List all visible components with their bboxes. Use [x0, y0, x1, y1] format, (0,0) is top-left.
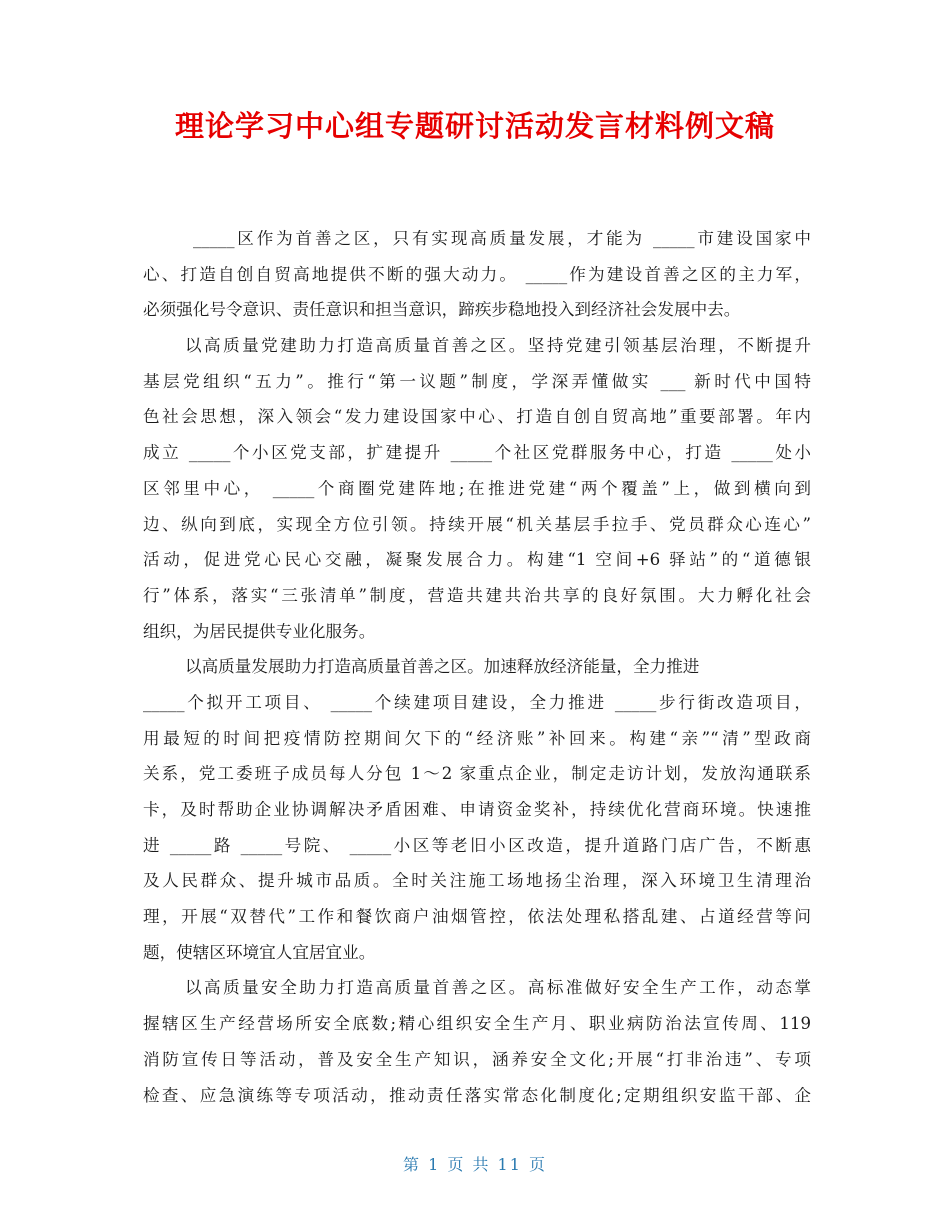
body-line: _____个拟开工项目、 _____个续建项目建设，全力推进 _____步行街改造项目，	[143, 692, 811, 712]
body-line: 色社会思想，深入领会“发力建设国家中心、打造自创自贸高地”重要部署。年内	[143, 407, 811, 427]
body-line: 题，使辖区环境宜人宜居宜业。	[143, 942, 376, 962]
body-line: 以高质量发展助力打造高质量首善之区。加速释放经济能量，全力推进	[185, 657, 700, 677]
body-line: 关系，党工委班子成员每人分包 1～2 家重点企业，制定走访计划，发放沟通联系	[143, 764, 811, 784]
document-body	[143, 221, 811, 1113]
body-line: 握辖区生产经营场所安全底数;精心组织安全生产月、职业病防治法宣传周、119	[143, 1014, 811, 1034]
body-line: 以高质量党建助力打造高质量首善之区。坚持党建引领基层治理，不断提升	[185, 336, 811, 356]
body-line: 区邻里中心， _____个商圈党建阵地;在推进党建“两个覆盖”上，做到横向到	[143, 478, 811, 498]
body-line: 活动，促进党心民心交融，凝聚发展合力。构建“1 空间+6 驿站”的“道德银	[143, 550, 811, 570]
body-line: 卡，及时帮助企业协调解决矛盾困难、申请资金奖补，持续优化营商环境。快速推	[143, 800, 811, 819]
page-number-footer: 第 1 页 共 11 页	[403, 1155, 547, 1174]
body-line: 组织，为居民提供专业化服务。	[143, 621, 376, 641]
body-line: 行”体系，落实“三张清单”制度，营造共建共治共享的良好氛围。大力孵化社会	[143, 585, 811, 605]
document-title: 理论学习中心组专题研讨活动发言材料例文稿	[174, 109, 775, 143]
body-line: 进 _____路 _____号院、 _____小区等老旧小区改造，提升道路门店广告，不断惠	[143, 835, 811, 855]
body-line: 检查、应急演练等专项活动，推动责任落实常态化制度化;定期组织安监干部、企	[143, 1085, 811, 1105]
body-line: 消防宣传日等活动，普及安全生产知识，涵养安全文化;开展“打非治违”、专项	[143, 1049, 811, 1069]
body-line: 边、纵向到底，实现全方位引领。持续开展“机关基层手拉手、党员群众心连心”	[143, 514, 811, 534]
body-line: 及人民群众、提升城市品质。全时关注施工场地扬尘治理，深入环境卫生清理治	[143, 871, 811, 891]
body-line: _____区作为首善之区，只有实现高质量发展，才能为 _____市建设国家中	[193, 229, 811, 248]
body-line: 心、打造自创自贸高地提供不断的强大动力。 _____作为建设首善之区的主力军，	[143, 264, 811, 284]
body-line: 用最短的时间把疫情防控期间欠下的“经济账”补回来。构建“亲”“清”型政商	[143, 728, 811, 748]
body-line: 基层党组织“五力”。推行“第一议题”制度，学深弄懂做实 ___ 新时代中国特	[143, 371, 811, 391]
body-line: 以高质量安全助力打造高质量首善之区。高标准做好安全生产工作，动态掌	[185, 978, 811, 998]
body-line: 成立 _____个小区党支部，扩建提升 _____个社区党群服务中心，打造 _____处小	[143, 443, 811, 463]
body-line: 必须强化号令意识、责任意识和担当意识，蹄疾步稳地投入到经济社会发展中去。	[143, 300, 741, 320]
body-line: 理，开展“双替代”工作和餐饮商户油烟管控，依法处理私搭乱建、占道经营等问	[143, 907, 811, 927]
